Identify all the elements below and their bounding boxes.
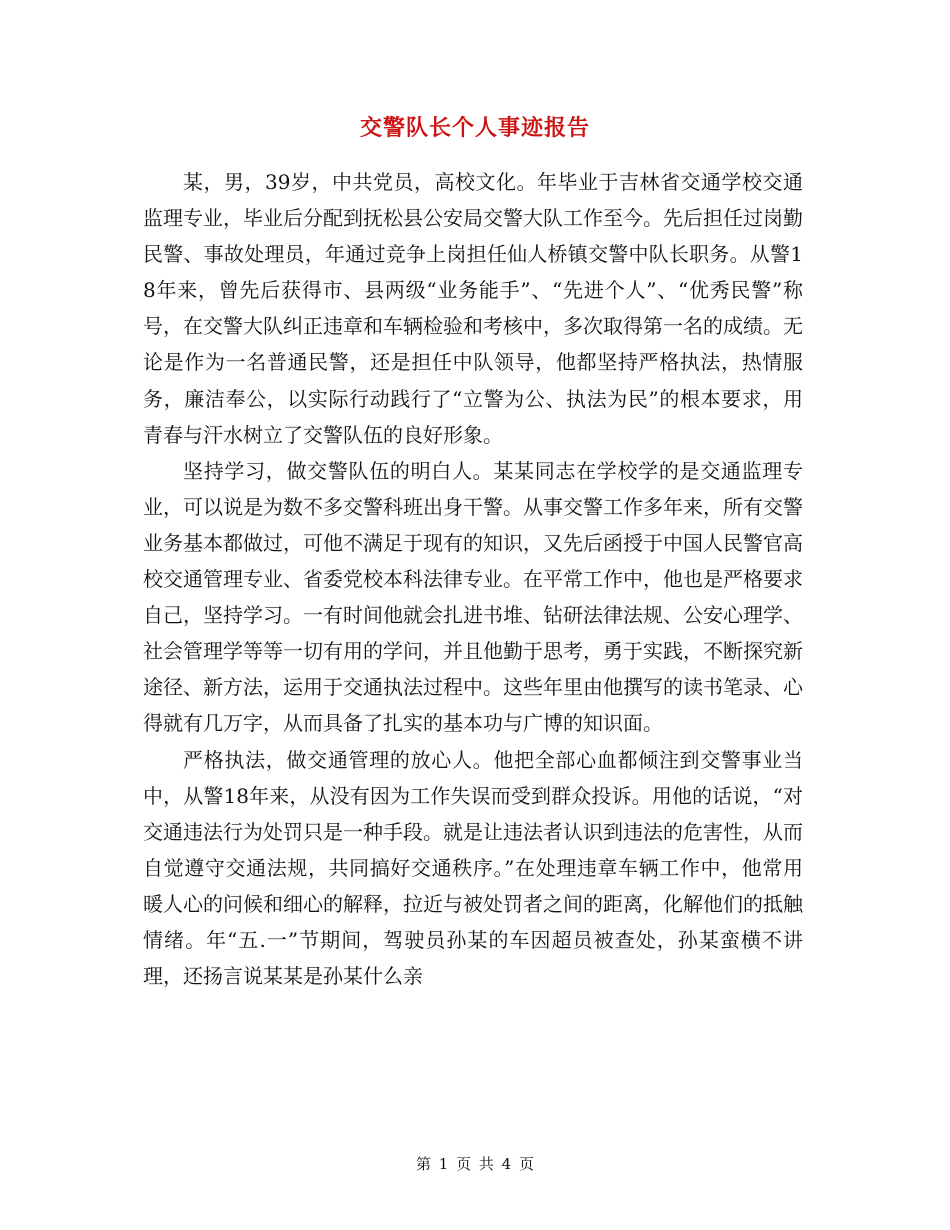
document-body — [143, 164, 803, 994]
paragraph-1: 某，男，39岁，中共党员，高校文化。年毕业于吉林省交通学校交通监理专业，毕业后分配到抚松县公安局交警大队工作至今。先后担任过岗勤民警、事故处理员，年通过竞争上岗担任仙人桥镇交警中队长职务。从警18年来，曾先后获得市、县两级“业务能手”、“先进个人”、“优秀民警”称号，在交警大队纠正违章和车辆检验和考核中，多次取得第一名的成绩。无论是作为一名普通民警，还是担任中队领导，他都坚持严格执法，热情服务，廉洁奉公，以实际行动践行了“立警为公、执法为民”的根本要求，用青春与汗水树立了交警队伍的良好形象。 — [143, 170, 803, 447]
paragraph-2: 坚持学习，做交警队伍的明白人。某某同志在学校学的是交通监理专业，可以说是为数不多交警科班出身干警。从事交警工作多年来，所有交警业务基本都做过，可他不满足于现有的知识，又先后函授于中国人民警官高校交通管理专业、省委党校本科法律专业。在平常工作中，他也是严格要求自己，坚持学习。一有时间他就会扎进书堆、钻研法律法规、公安心理学、社会管理学等等一切有用的学问，并且他勤于思考，勇于实践，不断探究新途径、新方法，运用于交通执法过程中。这些年里由他撰写的读书笔录、心得就有几万字，从而具备了扎实的基本功与广博的知识面。 — [143, 458, 803, 736]
paragraph-3: 严格执法，做交通管理的放心人。他把全部心血都倾注到交警事业当中，从警18年来，从没有因为工作失误而受到群众投诉。用他的话说，“对交通违法行为处罚只是一种手段。就是让违法者认识到违法的危害性，从而自觉遵守交通法规，共同搞好交通秩序。”在处理违章车辆工作中，他常用暖人心的问候和细心的解释，拉近与被处罚者之间的距离，化解他们的抵触情绪。年“五.一”节期间，驾驶员孙某的车因超员被查处，孙某蛮横不讲理，还扬言说某某是孙某什么亲 — [143, 747, 803, 989]
document-title: 交警队长个人事迹报告 — [359, 115, 590, 141]
page-footer: 第 1 页 共 4 页 — [416, 1155, 534, 1173]
